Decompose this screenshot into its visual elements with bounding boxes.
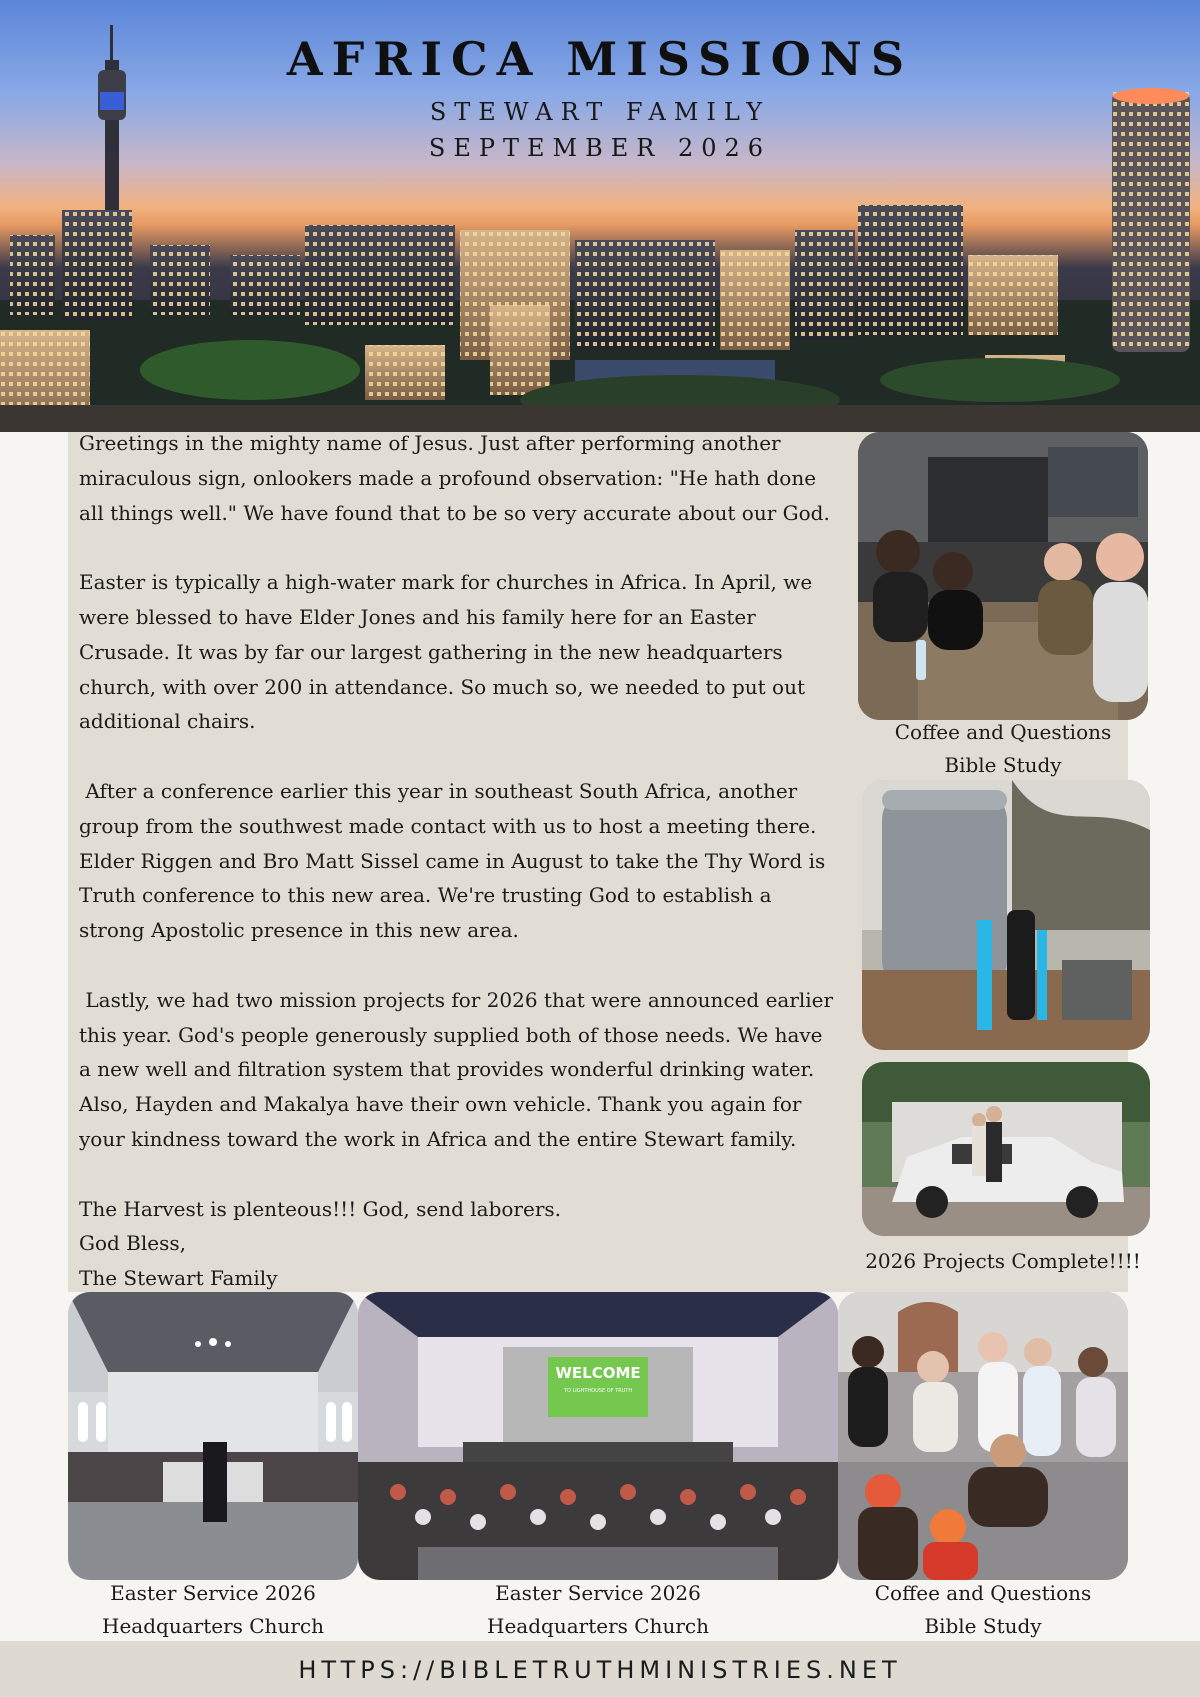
letter-line: Also, Hayden and Makalya have their own vehicle. Thank you again for [79,1092,802,1117]
letter-closing [79,1192,859,1296]
caption-line: Bible Study [924,1614,1042,1638]
caption-line: Coffee and Questions [874,1581,1092,1605]
coffee-caption-bottom [838,1577,1128,1643]
letter-body [79,426,859,1296]
letter-line: After a conference earlier this year in southeast South Africa, another [79,778,798,803]
website-link[interactable]: HTTPS://BIBLETRUTHMINISTRIES.NET [298,1656,902,1684]
letter-line: God Bless, [79,1231,186,1256]
letter-line: Lastly, we had two mission projects for 2026 that were announced earlier [79,987,834,1012]
letter-line: all things well." We have found that to be so very accurate about our God. [79,500,830,525]
letter-line: Greetings in the mighty name of Jesus. Just after performing another [79,431,781,455]
letter-paragraph-3 [79,774,859,948]
caption-line: 2026 Projects Complete!!!! [865,1249,1141,1273]
letter-line: were blessed to have Elder Jones and his family here for an Easter [79,604,756,629]
page-title: AFRICA MISSIONS [286,32,914,86]
letter-line: your kindness toward the work in Africa and the entire Stewart family. [79,1126,797,1151]
screen-welcome-subtext: TO LIGHTHOUSE OF TRUTH [563,1388,633,1394]
easter-caption-2 [358,1577,838,1643]
letter-line: Elder Riggen and Bro Matt Sissel came in August to take the Thy Word is [79,848,826,873]
caption-line: Bible Study [944,753,1062,777]
caption-line: Easter Service 2026 [110,1581,316,1605]
letter-line: this year. God's people generously supplied both of those needs. We have [79,1022,823,1047]
hero-banner [0,0,1200,432]
easter-service-photo-2 [358,1292,838,1580]
letter-line: miraculous sign, onlookers made a profound observation: "He hath done [79,465,817,490]
letter-line: The Harvest is plenteous!!! God, send laborers. [79,1196,562,1221]
screen-welcome-text: WELCOME [555,1364,641,1382]
projects-caption [858,1245,1148,1278]
caption-line: Headquarters Church [102,1614,324,1638]
page-date: SEPTEMBER 2026 [428,134,772,162]
letter-line: group from the southwest made contact with us to host a meeting there. [79,813,817,838]
easter-caption-1 [68,1577,358,1643]
new-vehicle-photo [862,1062,1150,1236]
caption-line: Easter Service 2026 [495,1581,701,1605]
letter-paragraph-2 [79,565,859,739]
coffee-bible-study-photo [858,432,1148,720]
coffee-caption-top [858,716,1148,782]
letter-line: a new well and filtration system that provides wonderful drinking water. [79,1057,815,1082]
easter-service-photo-1 [68,1292,358,1580]
letter-paragraph-1 [79,426,859,530]
letter-line: Crusade. It was by far our largest gathering in the new headquarters [79,639,783,664]
letter-line: Easter is typically a high-water mark for churches in Africa. In April, we [79,570,813,595]
caption-line: Coffee and Questions [894,720,1112,744]
caption-line: Headquarters Church [487,1614,709,1638]
letter-line: strong Apostolic presence in this new area. [79,918,519,943]
letter-paragraph-4 [79,983,859,1157]
letter-signature: The Stewart Family [79,1266,278,1291]
letter-line: additional chairs. [79,709,256,734]
water-filtration-photo [862,780,1150,1050]
page-subtitle: STEWART FAMILY [429,98,771,126]
letter-line: Truth conference to this new area. We're trusting God to establish a [79,883,772,908]
letter-line: church, with over 200 in attendance. So much so, we needed to put out [79,674,805,699]
coffee-bible-study-photo-2 [838,1292,1128,1580]
